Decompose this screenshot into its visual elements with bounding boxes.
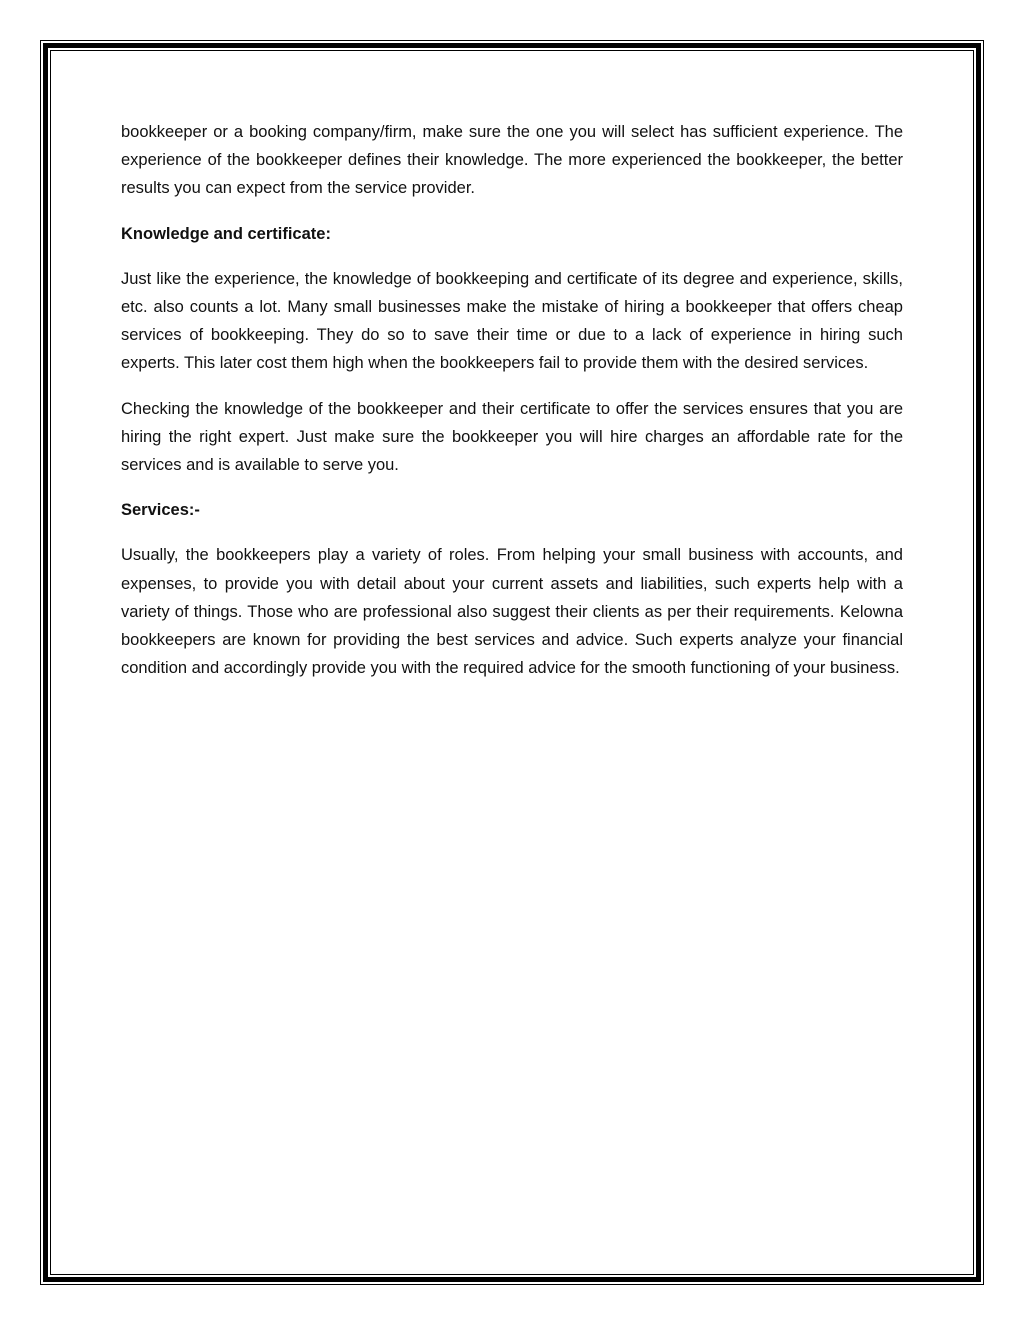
heading-knowledge-and-certificate: Knowledge and certificate: [121,224,331,243]
heading-services: Services:- [121,501,200,520]
services-paragraph: Usually, the bookkeepers play a variety of roles. From helping your small business with accounts, and expenses, to provide you with detail about your current assets and liabilities, such experts help with a variety of things. Those who are professional also suggest their clients as per their requirements. Kelowna bookkeepers are known for providing the best services and advice. Such experts analyze your financial condition and accordingly provide you with the required advice for the smooth functioning of your business. [121,546,903,678]
certificate-paragraph: Checking the knowledge of the bookkeeper and their certificate to offer the services ensures that you are hiring the right expert. Just make sure the bookkeeper you will hire charges an affordable rate for the services and is available to serve you. [121,399,903,475]
knowledge-paragraph: Just like the experience, the knowledge of bookkeeping and certificate of its degree and experience, skills, etc. also counts a lot. Many small businesses make the mistake of hiring a bookkeeper that offers cheap services of bookkeeping. They do so to save their time or due to a lack of experience in hiring such experts. This later cost them high when the bookkeepers fail to provide them with the desired services. [121,269,903,373]
document-body [121,118,903,699]
intro-paragraph: bookkeeper or a booking company/firm, make sure the one you will select has sufficient experience. The experience of the bookkeeper defines their knowledge. The more experienced the bookkeeper, the better results you can expect from the service provider. [121,123,903,198]
